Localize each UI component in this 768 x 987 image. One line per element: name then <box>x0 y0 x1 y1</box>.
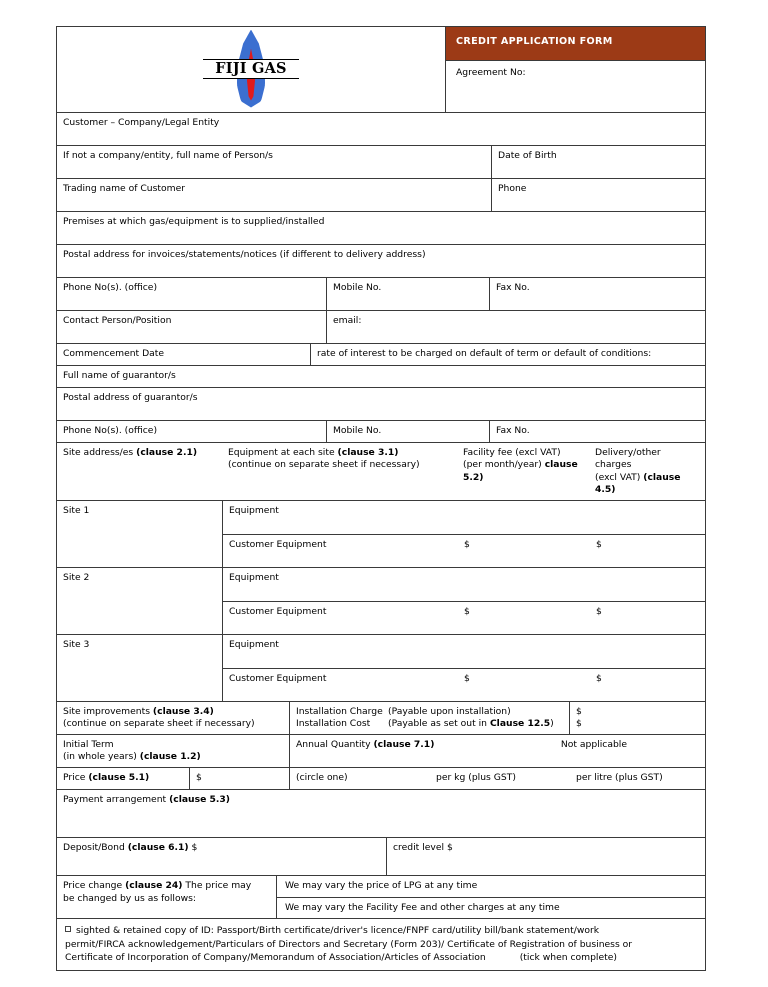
annual-quantity-label: Annual Quantity <box>296 738 374 750</box>
site-customer-equipment-delivery[interactable]: $ <box>596 538 602 550</box>
deposit-bond-field[interactable] <box>57 838 386 875</box>
site-label[interactable]: Site 3 <box>63 638 90 650</box>
price-value-field[interactable]: $ <box>189 768 289 789</box>
credit-application-form <box>56 26 706 971</box>
row-price-change <box>57 876 705 919</box>
initial-term-clause: (clause 1.2) <box>139 751 201 763</box>
site-customer-equipment-label[interactable]: Customer Equipment <box>229 672 327 684</box>
initial-term-label: Initial Term <box>63 738 114 750</box>
agreement-no-field[interactable]: Agreement No: <box>456 67 526 78</box>
equipment-header-clause: (clause 3.1) <box>337 447 399 458</box>
guarantor-postal-address-field[interactable]: Postal address of guarantor/s <box>63 392 198 403</box>
guarantor-full-name-field[interactable]: Full name of guarantor/s <box>63 370 176 381</box>
full-name-persons-field[interactable]: If not a company/entity, full name of Person/s <box>63 150 273 161</box>
guarantor-fax-no-field[interactable]: Fax No. <box>489 421 705 442</box>
id-sighted-line3: Certificate of Incorporation of Company/Memorandum of Association/Articles of Association <box>65 952 486 963</box>
date-of-birth-field[interactable]: Date of Birth <box>491 146 705 178</box>
site-right-group <box>222 568 705 634</box>
site-block <box>57 568 705 635</box>
installation-cost-value[interactable]: $ <box>576 718 582 730</box>
installation-amounts[interactable] <box>569 702 705 734</box>
delivery-header-clause: (clause 4.5) <box>595 471 681 496</box>
tick-when-complete-note: (tick when complete) <box>519 952 617 963</box>
site-customer-equipment-row <box>223 601 705 634</box>
logo-text-block <box>203 59 299 79</box>
site-equipment-delivery[interactable] <box>590 635 705 668</box>
premises-field[interactable]: Premises at which gas/equipment is to supplied/installed <box>63 216 325 227</box>
row-deposit-credit <box>57 838 705 876</box>
price-change-clause: (clause 24) <box>125 880 183 891</box>
site-equipment-delivery[interactable] <box>590 501 705 534</box>
credit-level-field[interactable]: credit level $ <box>386 838 705 875</box>
form-header-row <box>57 27 705 113</box>
delivery-header-line1: Delivery/other charges <box>595 447 661 471</box>
site-equipment-label[interactable]: Equipment <box>229 571 279 583</box>
site-equipment-fee[interactable] <box>458 635 590 668</box>
form-title-banner: CREDIT APPLICATION FORM <box>446 27 705 61</box>
site-customer-equipment-delivery[interactable]: $ <box>596 672 602 684</box>
logo-cell <box>57 27 445 112</box>
customer-entity-field[interactable]: Customer – Company/Legal Entity <box>63 117 220 128</box>
site-equipment-label[interactable]: Equipment <box>229 504 279 516</box>
deposit-bond-label: Deposit/Bond <box>63 842 128 853</box>
installation-details <box>289 702 569 734</box>
deposit-bond-clause: (clause 6.1) <box>127 842 189 853</box>
facility-fee-header-line2: (per month/year) <box>463 459 545 471</box>
installation-cost-clause: Clause 12.5 <box>489 718 551 730</box>
payment-arrangement-field[interactable] <box>57 790 705 837</box>
row-site-improvements <box>57 702 705 735</box>
row-payment-arrangement <box>57 790 705 838</box>
deposit-bond-dollar: $ <box>188 842 198 853</box>
facility-fee-header <box>457 443 589 500</box>
site-address-header <box>57 443 222 500</box>
installation-charge-note: (Payable upon installation) <box>388 705 511 717</box>
site-customer-equipment-row <box>223 668 705 701</box>
facility-fee-header-clause-b: 5.2) <box>463 471 484 483</box>
row-premises <box>57 212 705 245</box>
row-person-name-dob <box>57 146 705 179</box>
price-change-label-cell <box>57 876 276 918</box>
site-label[interactable]: Site 2 <box>63 571 90 583</box>
site-label[interactable]: Site 1 <box>63 504 90 516</box>
site-equipment-row <box>223 568 705 601</box>
row-id-sighted <box>57 919 705 970</box>
phone-field[interactable]: Phone <box>491 179 705 211</box>
site-equipment-fee[interactable] <box>458 501 590 534</box>
delivery-charges-header <box>589 443 705 500</box>
checkbox-icon[interactable] <box>65 926 71 932</box>
contact-person-field[interactable]: Contact Person/Position <box>63 315 172 326</box>
row-trading-name-phone <box>57 179 705 212</box>
installation-charge-line <box>296 706 563 719</box>
site-customer-equipment-fee[interactable]: $ <box>464 538 470 550</box>
site-table-header <box>57 443 705 501</box>
annual-quantity-field[interactable] <box>289 735 705 767</box>
price-label-cell <box>57 768 189 789</box>
site-equipment-fee[interactable] <box>458 568 590 601</box>
row-guarantor-contacts <box>57 421 705 443</box>
payment-arrangement-clause: (clause 5.3) <box>169 794 230 805</box>
site-address-header-clause: (clause 2.1) <box>136 447 198 458</box>
price-change-label-tail: The price may <box>182 880 252 891</box>
price-clause: (clause 5.1) <box>88 772 150 783</box>
site-customer-equipment-row <box>223 534 705 567</box>
site-address-header-text: Site address/es <box>63 447 137 458</box>
installation-cost-note-text: (Payable as set out in <box>388 718 490 730</box>
id-sighted-line2: permit/FIRCA acknowledgement/Particulars of Directors and Secretary (Form 203)/ Certificate of Registration of business or <box>65 938 633 950</box>
fiji-gas-logo <box>203 29 299 111</box>
row-postal-address-invoices <box>57 245 705 278</box>
commencement-date-field[interactable]: Commencement Date <box>63 348 165 359</box>
initial-term-field[interactable] <box>57 735 289 767</box>
site-block <box>57 501 705 568</box>
fax-no-field[interactable]: Fax No. <box>489 278 705 310</box>
price-change-label: Price change <box>63 880 126 891</box>
price-per-kg-option[interactable]: per kg (plus GST) <box>436 772 516 783</box>
equipment-header <box>222 443 457 500</box>
price-unit-options <box>289 768 705 789</box>
installation-cost-note <box>388 718 554 731</box>
site-improvements-note: (continue on separate sheet if necessary) <box>63 718 255 730</box>
row-guarantor-postal <box>57 388 705 421</box>
row-customer-entity <box>57 113 705 146</box>
equipment-header-line2: (continue on separate sheet if necessary) <box>228 459 420 471</box>
payment-arrangement-label: Payment arrangement <box>63 794 170 805</box>
installation-cost-label: Installation Cost <box>296 718 371 730</box>
row-guarantor-name <box>57 366 705 388</box>
annual-quantity-label-wrap <box>296 739 434 764</box>
site-equipment-row <box>223 501 705 534</box>
site-block <box>57 635 705 702</box>
id-sighted-field <box>57 919 705 970</box>
site-right-group <box>222 635 705 701</box>
delivery-header-line2: (excl VAT) <box>595 471 644 483</box>
price-per-litre-option[interactable]: per litre (plus GST) <box>576 772 663 783</box>
id-sighted-line1: sighted & retained copy of ID: Passport/Birth certificate/driver's licence/FNPF card/utility bill/bank statement/work <box>76 925 600 937</box>
row-phone-mobile-fax <box>57 278 705 311</box>
installation-cost-note-tail: ) <box>550 718 554 730</box>
annual-quantity-clause: (clause 7.1) <box>373 738 435 750</box>
price-change-statements <box>276 876 705 918</box>
postal-address-invoices-field[interactable]: Postal address for invoices/statements/notices (if different to delivery address) <box>63 249 426 260</box>
initial-term-note: (in whole years) <box>63 751 140 763</box>
site-customer-equipment-label[interactable]: Customer Equipment <box>229 605 327 617</box>
row-price <box>57 768 705 790</box>
facility-fee-header-line1: Facility fee (excl VAT) <box>463 447 561 458</box>
site-equipment-label[interactable]: Equipment <box>229 638 279 650</box>
logo-wordmark: FIJI GAS <box>215 59 287 77</box>
installation-cost-line <box>296 718 563 731</box>
site-improvements-clause: (clause 3.4) <box>152 705 214 717</box>
site-right-group <box>222 501 705 567</box>
mobile-no-field[interactable]: Mobile No. <box>326 278 489 310</box>
installation-charge-label: Installation Charge <box>296 705 383 717</box>
circle-one-note: (circle one) <box>296 772 348 783</box>
trading-name-field[interactable]: Trading name of Customer <box>63 183 186 194</box>
site-equipment-delivery[interactable] <box>590 568 705 601</box>
email-field[interactable]: email: <box>326 311 705 343</box>
equipment-header-text: Equipment at each site <box>228 447 338 458</box>
annual-quantity-not-applicable[interactable]: Not applicable <box>560 738 627 750</box>
row-initial-term <box>57 735 705 768</box>
site-improvements-field[interactable] <box>57 702 289 734</box>
guarantor-mobile-no-field[interactable]: Mobile No. <box>326 421 489 442</box>
row-contact-email <box>57 311 705 344</box>
price-change-statement-2[interactable]: We may vary the Facility Fee and other charges at any time <box>277 897 705 919</box>
site-customer-equipment-delivery[interactable]: $ <box>596 605 602 617</box>
site-equipment-row <box>223 635 705 668</box>
price-change-label-line2: be changed by us as follows: <box>63 892 197 904</box>
rate-of-interest-field[interactable]: rate of interest to be charged on default of term or default of conditions: <box>310 344 705 365</box>
site-customer-equipment-fee[interactable]: $ <box>464 672 470 684</box>
facility-fee-header-clause-a: clause <box>544 459 578 471</box>
guarantor-phone-office-field[interactable]: Phone No(s). (office) <box>63 425 158 436</box>
header-right <box>445 27 705 112</box>
price-change-statement-1[interactable]: We may vary the price of LPG at any time <box>285 880 478 891</box>
site-improvements-label-text: Site improvements <box>63 705 153 717</box>
site-customer-equipment-fee[interactable]: $ <box>464 605 470 617</box>
installation-charge-value[interactable]: $ <box>576 705 582 717</box>
site-customer-equipment-label[interactable]: Customer Equipment <box>229 538 327 550</box>
phone-office-field[interactable]: Phone No(s). (office) <box>63 282 158 293</box>
row-commencement-interest <box>57 344 705 366</box>
price-label: Price <box>63 772 89 783</box>
